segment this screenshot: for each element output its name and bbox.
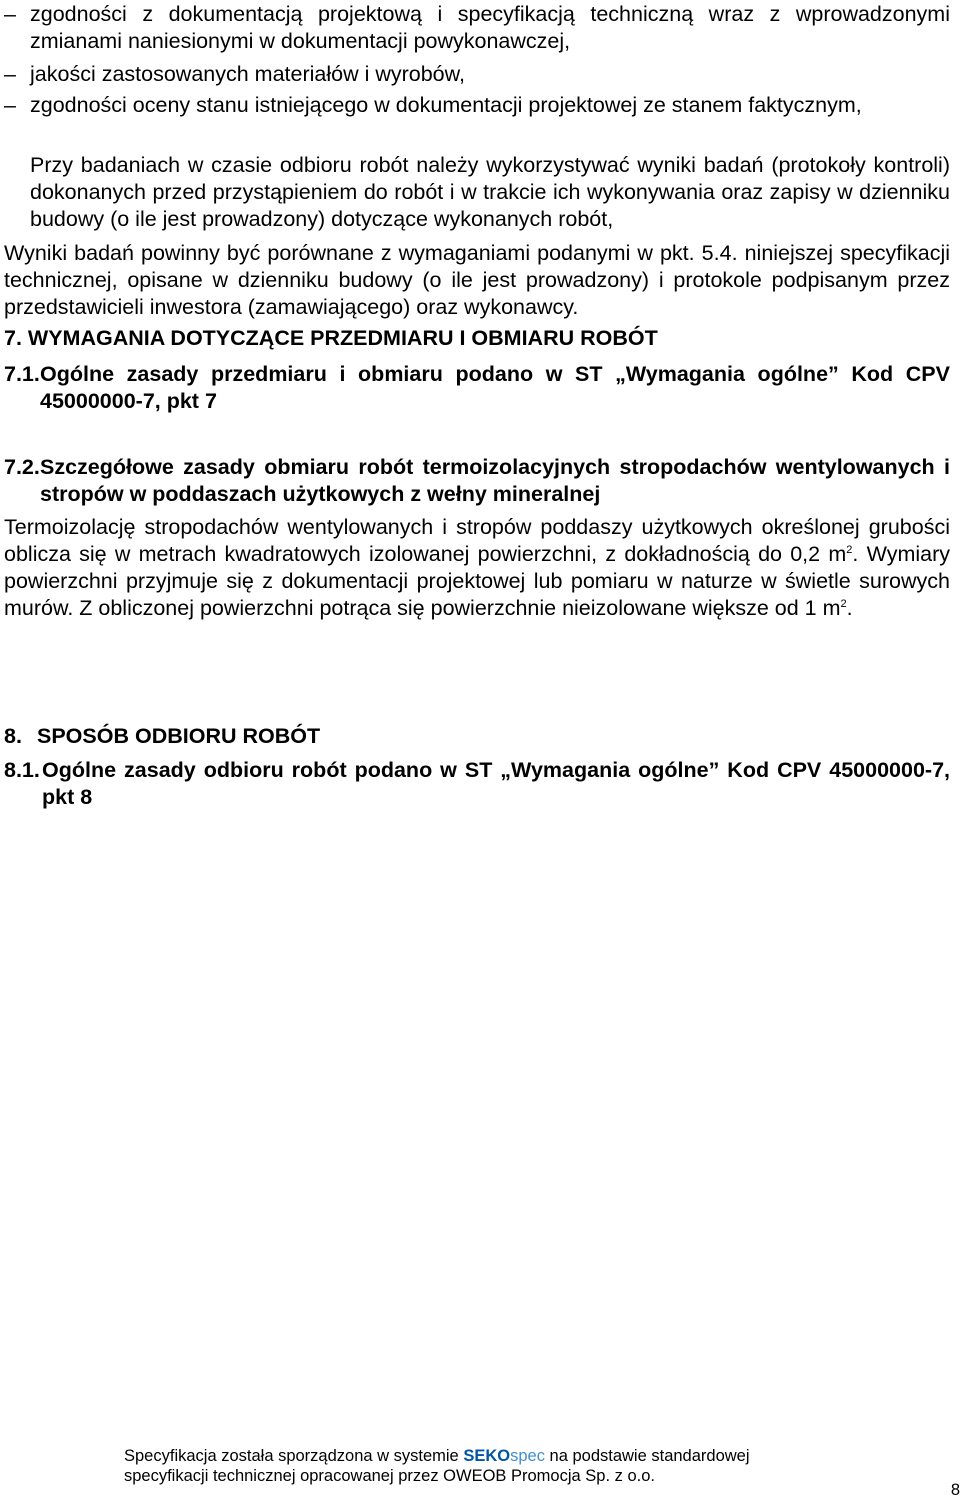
paragraph-text: . Wymiary powierzchni przyjmuje się z dokumentacji projektowej lub pomiaru w naturze w świetle surowych murów. Z obliczonej powierzchni potrąca się powierzchnie nieizolowane większe od 1 m [4, 542, 951, 620]
heading-text: Ogólne zasady przedmiaru i obmiaru podano w ST „Wymagania ogólne” Kod CPV 45000000-7, pkt 7 [40, 362, 950, 413]
brand-logo-spec: spec [510, 1447, 545, 1465]
list-item [4, 1, 950, 55]
heading-number: 8.1. [4, 758, 40, 782]
paragraph-text: . [846, 596, 853, 620]
page-footer [124, 1446, 844, 1486]
heading-section-7: 7. WYMAGANIA DOTYCZĄCE PRZEDMIARU I OBMIARU ROBÓT [4, 326, 658, 350]
heading-section-7-1 [4, 361, 950, 415]
heading-text: Ogólne zasady odbioru robót podano w ST „Wymagania ogólne” Kod CPV 45000000-7, pkt 8 [42, 758, 950, 809]
list-dash: – [4, 93, 16, 117]
footer-text: Specyfikacja została sporządzona w systemie [124, 1447, 464, 1465]
list-item-text: jakości zastosowanych materiałów i wyrobów, [30, 62, 465, 86]
heading-section-8-1 [4, 757, 950, 811]
footer-text: na podstawie standardowej [544, 1447, 750, 1465]
heading-number: 8. [4, 724, 22, 748]
footer-line-2: specyfikacji technicznej opracowanej przez OWEOB Promocja Sp. z o.o. [124, 1467, 655, 1485]
list-item-text: zgodności z dokumentacją projektową i specyfikacją techniczną wraz z wprowadzonymi zmianami naniesionymi w dokumentacji powykonawczej, [30, 2, 950, 53]
paragraph-testing: Przy badaniach w czasie odbioru robót należy wykorzystywać wyniki badań (protokoły kontroli) dokonanych przed przystąpieniem do robót i w trakcie ich wykonywania oraz zapisy w dzienniku budowy (o ile jest prowadzony) dotyczące wykonanych robót, [30, 153, 950, 231]
superscript: 2 [840, 598, 847, 610]
list-item [4, 92, 950, 119]
heading-section-7-2 [4, 454, 950, 508]
list-dash: – [4, 2, 16, 26]
superscript: 2 [846, 544, 853, 556]
page-number: 8 [950, 1481, 960, 1499]
list-item [4, 61, 950, 88]
brand-logo-seko: SEKO [463, 1447, 511, 1465]
footer-line-1 [124, 1446, 844, 1466]
paragraph-measurement [4, 514, 950, 622]
paragraph-text: Termoizolację stropodachów wentylowanych i stropów poddaszy użytkowych określonej grubości oblicza się w metrach kwadratowych izolowanej powierzchni, z dokładnością do 0,2 m [4, 515, 950, 566]
heading-text: Szczegółowe zasady obmiaru robót termoizolacyjnych stropodachów wentylowanych i stropów w poddaszach użytkowych z wełny mineralnej [40, 455, 950, 506]
heading-number: 7.1. [4, 362, 40, 386]
list-dash: – [4, 62, 16, 86]
list-item-text: zgodności oceny stanu istniejącego w dokumentacji projektowej ze stanem faktycznym, [30, 93, 862, 117]
heading-number: 7.2. [4, 455, 40, 479]
heading-text: SPOSÓB ODBIORU ROBÓT [37, 724, 321, 748]
heading-section-8 [4, 723, 950, 750]
paragraph-results: Wyniki badań powinny być porównane z wymaganiami podanymi w pkt. 5.4. niniejszej specyfikacji technicznej, opisane w dzienniku budowy (o ile jest prowadzony) i protokole podpisanym przez przedstawicieli inwestora (zamawiającego) oraz wykonawcy. [4, 241, 950, 319]
